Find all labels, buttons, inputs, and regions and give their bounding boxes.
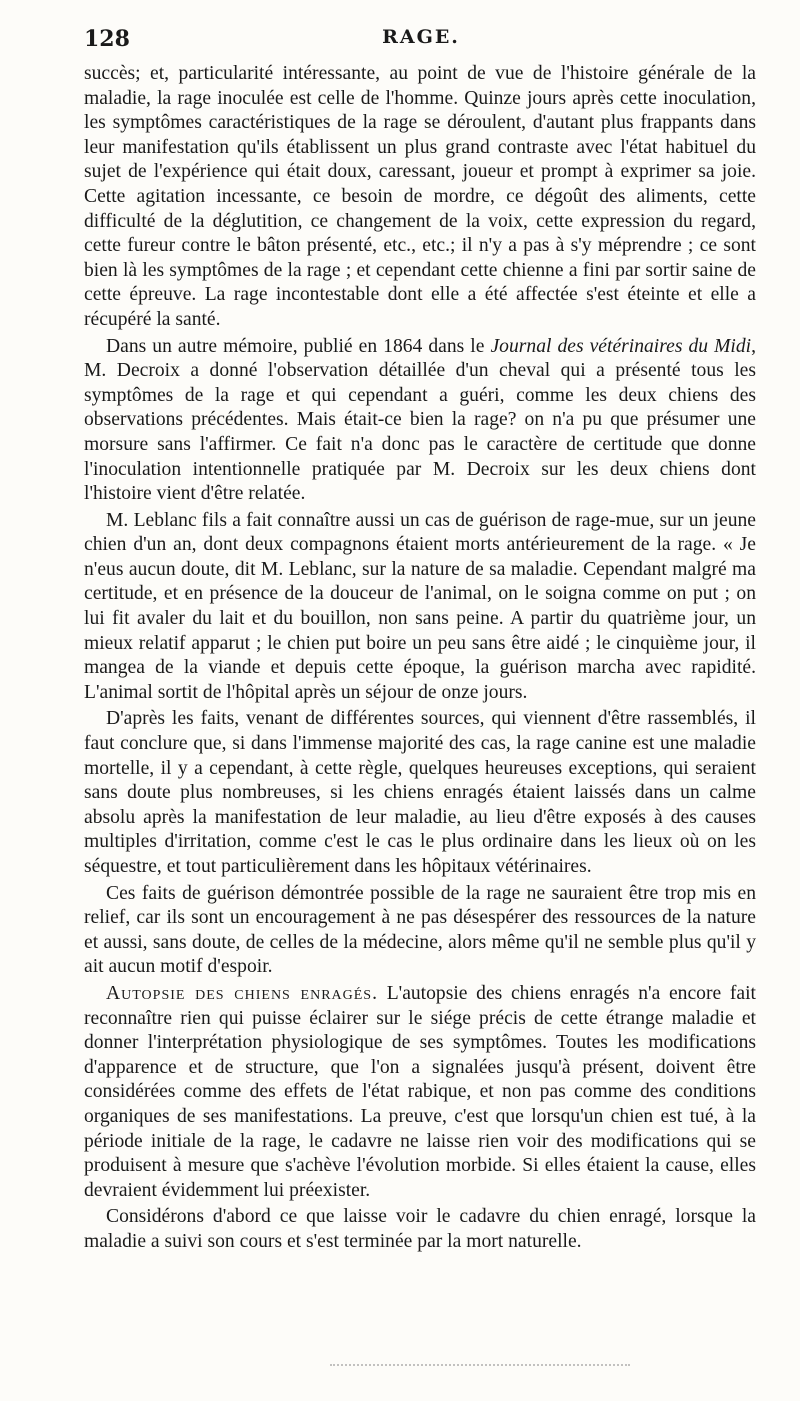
- paragraph-text: Ces faits de guérison démontrée possible de la rage ne sauraient être trop mis en relief, car ils sont un encouragement à ne pas désespérer des ressources de la nature et aussi, sans doute, de celles de la médecine, alors même qu'il ne semble plus qu'il y ait aucun motif d'espoir.: [84, 882, 756, 978]
- paragraph-6: [84, 982, 756, 1203]
- footer-dots: [330, 1364, 630, 1372]
- paragraph-text: D'après les faits, venant de différentes sources, qui viennent d'être rassemblés, il faut conclure que, si dans l'immense majorité des cas, la rage canine est une maladie mortelle, il y a cependant, à cette règle, quelques heureuses exceptions, qui seraient sans doute plus nombreuses, si les chiens enragés étaient laissés dans un calme absolu après la manifestation de leur maladie, au lieu d'être exposés à des causes multiples d'irritation, comme c'est le cas le plus ordinaire dans les lieux où on les séquestre, et tout particulièrement dans les hôpitaux vétérinaires.: [84, 708, 756, 877]
- paragraph-text: M. Leblanc fils a fait connaître aussi un cas de guérison de rage-mue, sur un jeune chien d'un an, dont deux compagnons étaient morts antérieurement de la rage. « Je n'eus aucun doute, dit M. Leblanc, sur la nature de sa maladie. Cependant malgré ma certitude, et en présence de la douceur de l'animal, on le soigna comme on put ; on lui fit avaler du lait et du bouillon, non sans peine. A partir du quatrième jour, un mieux relatif apparut ; le chien put boire un peu sans être aidé ; le cinquième jour, il mangea de la viande et depuis cette époque, la guérison marcha avec rapidité. L'animal sortit de l'hôpital après un séjour de onze jours.: [84, 509, 756, 703]
- paragraph-2: [84, 335, 756, 507]
- paragraph-5: [84, 882, 756, 980]
- paragraph-text: Considérons d'abord ce que laisse voir le cadavre du chien enragé, lorsque la maladie a suivi son cours et s'est terminée par la mort naturelle.: [84, 1206, 756, 1252]
- page-body: [84, 62, 756, 1257]
- page-number: 128: [84, 26, 130, 52]
- paragraph-7: [84, 1205, 756, 1254]
- paragraph-text: L'autopsie des chiens enragés n'a encore fait reconnaître rien qui puisse éclairer sur le siége précis de cette étrange maladie et donner l'interprétation physiologique de ses symptômes. Toutes les modifications d'apparence et de structure, que l'on a signalées jusqu'à présent, doivent être considérées comme des effets de l'état rabique, et non pas comme des conditions organiques de ses manifestations. La preuve, c'est que lorsqu'un chien est tué, à la période initiale de la rage, le cadavre ne laisse rien voir des modifications qui se produisent à mesure que s'achève l'évolution morbide. Si elles étaient la cause, elles devraient évidemment lui préexister.: [84, 982, 756, 1201]
- paragraph-text: succès; et, particularité intéressante, au point de vue de l'histoire générale de la maladie, la rage inoculée est celle de l'homme. Quinze jours après cette inoculation, les symptômes caractéristiques de la rage se déroulent, d'autant plus frappants dans leur manifestation qu'ils établissent un plus grand contraste avec l'état habituel du sujet de l'expérience qui était doux, caressant, joueur et prompt à exprimer sa joie. Cette agitation incessante, ce besoin de mordre, ce dégoût des aliments, cette difficulté de la déglutition, ce changement de la voix, cette expression du regard, cette fureur contre le bâton présenté, etc., etc.; il n'y a pas à s'y méprendre ; ce sont bien là les symptômes de la rage ; et cependant cette chienne a fini par sortir saine de cette épreuve. La rage incontestable dont elle a été affectée s'est éteinte et elle a récupéré la santé.: [84, 63, 756, 330]
- paragraph-text: , M. Decroix a donné l'observation détaillée d'un cheval qui a présenté tous les symptômes de la rage et qui cependant a guéri, comme les deux chiens des observations précédentes. Mais était-ce bien la rage? on n'a pu que présumer une morsure sans l'affirmer. Ce fait n'a donc pas le caractère de certitude que donne l'inoculation intentionnelle pratiquée par M. Decroix sur les deux chiens dont l'histoire vient d'être relatée.: [84, 335, 757, 505]
- paragraph-3: [84, 509, 756, 706]
- running-head: RAGE.: [382, 26, 460, 48]
- section-heading: Autopsie des chiens enragés.: [106, 982, 378, 1004]
- paragraph-4: [84, 707, 756, 879]
- journal-title: Journal des vétérinaires du Midi: [490, 335, 752, 357]
- page-header: [84, 26, 758, 56]
- paragraph-text: Dans un autre mémoire, publié en 1864 dans le: [106, 335, 491, 357]
- paragraph-1: [84, 62, 756, 333]
